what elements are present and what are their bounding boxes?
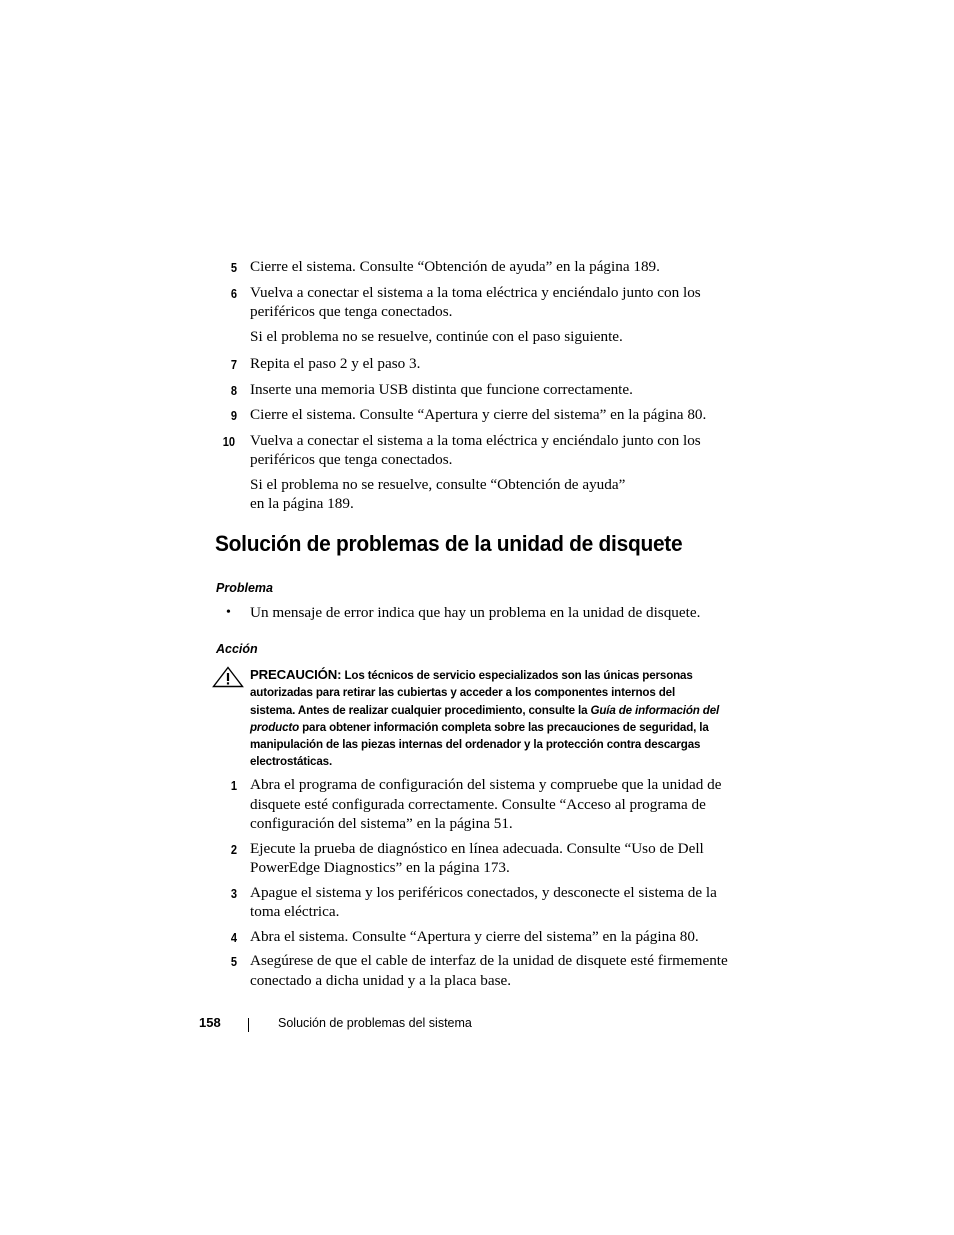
step-note: Si el problema no se resuelve, continúe con el paso siguiente. [250,327,623,345]
caution-notice [212,666,722,771]
step-number: 6 [230,285,237,301]
step-number: 8 [230,382,237,398]
step-text: Apague el sistema y los periféricos conectados, y desconecte el sistema de la toma eléctrica. [250,883,717,920]
warning-triangle-icon [212,666,244,688]
step-1 [215,775,735,834]
footer-section-title: Solución de problemas del sistema [278,1016,472,1030]
problem-list-item [215,603,735,623]
step-text: Vuelva a conectar el sistema a la toma eléctrica y enciéndalo junto con los periféricos que tenga conectados. [250,283,701,320]
caution-label: PRECAUCIÓN: [250,667,342,682]
caution-body-end: para obtener información completa sobre las precauciones de seguridad, la manipulación de las piezas internas del ordenador y la protección contra descargas electrostáticas. [250,720,709,769]
step-note-line: Si el problema no se resuelve, consulte “Obtención de ayuda” [250,475,626,493]
section-heading: Solución de problemas de la unidad de disquete [215,531,683,556]
step-text: Cierre el sistema. Consulte “Obtención de ayuda” en la página 189. [250,258,660,275]
bullet-marker: • [226,605,231,620]
step-text: Cierre el sistema. Consulte “Apertura y cierre del sistema” en la página 80. [250,406,707,423]
step-note [215,475,735,514]
step-number: 2 [230,841,237,857]
step-number: 1 [230,778,237,793]
step-number: 9 [230,408,237,423]
step-number: 5 [230,954,237,969]
step-5 [215,257,735,277]
problem-subheading: Problema [216,581,273,595]
step-number: 3 [230,885,237,901]
procedure-steps-bottom [215,775,735,995]
step-text: Asegúrese de que el cable de interfaz de la unidad de disquete esté firmemente conectado a dicha unidad y a la placa base. [250,952,728,989]
step-number: 5 [230,260,237,275]
step-text: Abra el programa de configuración del sistema y compruebe que la unidad de disquete esté configurada correctamente. Consulte “Acceso al programa de configuración del sistema” en la página 51. [250,776,722,832]
step-number: 4 [230,929,237,945]
step-2 [215,839,735,878]
step-text: Inserte una memoria USB distinta que funcione correctamente. [250,380,633,398]
step-text: Repita el paso 2 y el paso 3. [250,355,421,372]
caution-text [250,666,722,771]
step-6 [215,283,735,322]
step-7 [215,354,735,374]
page-number: 158 [199,1015,221,1030]
step-8 [215,380,735,400]
step-5 [215,951,735,990]
procedure-steps-top [215,257,735,522]
step-note-line: en la página 189. [250,495,354,512]
step-number: 7 [230,357,237,372]
step-4 [215,927,735,947]
step-text: Abra el sistema. Consulte “Apertura y cierre del sistema” en la página 80. [250,927,699,945]
step-3 [215,883,735,922]
step-text: Ejecute la prueba de diagnóstico en línea adecuada. Consulte “Uso de Dell PowerEdge Diagnostics” en la página 173. [250,839,704,876]
step-10 [215,431,735,470]
step-number: 10 [222,433,235,449]
page-footer [199,1015,799,1035]
action-subheading: Acción [216,642,258,656]
step-9 [215,405,735,425]
problem-text: Un mensaje de error indica que hay un problema en la unidad de disquete. [250,604,701,621]
document-reference: Guía de información del producto [250,703,720,734]
footer-divider [248,1018,249,1032]
caution-body-start: Los técnicos de servicio especializados son las únicas personas autorizadas para retirar las cubiertas y acceder a los componentes internos del sistema. Antes de realizar cualquier procedimiento, consulte la [250,669,693,717]
step-text: Vuelva a conectar el sistema a la toma eléctrica y enciéndalo junto con los periféricos que tenga conectados. [250,431,701,468]
